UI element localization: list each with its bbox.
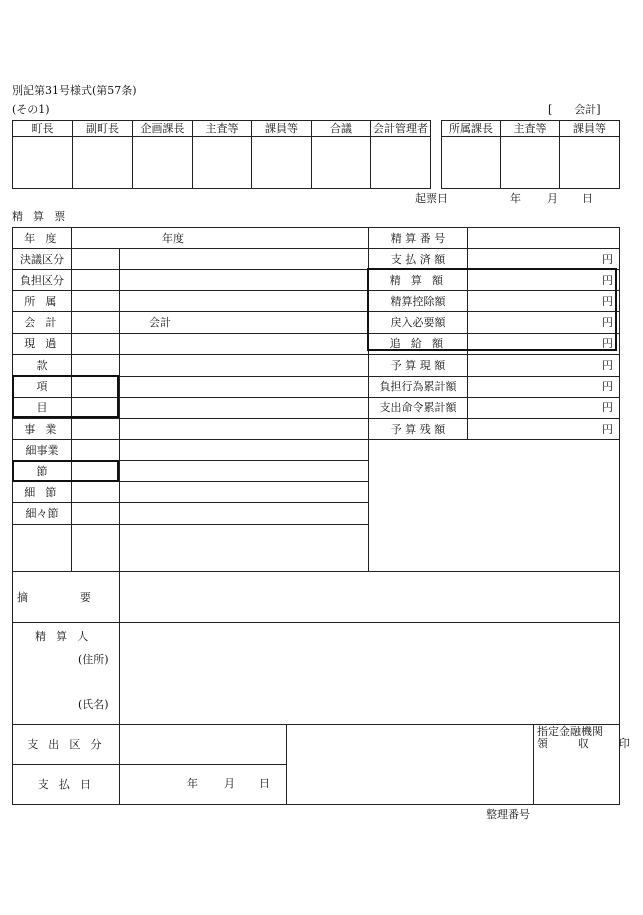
yen-unit: 円	[602, 422, 613, 436]
approval-table-right	[441, 120, 620, 189]
reinyu-label: 戻入必要額	[369, 312, 468, 333]
shishutsu-kubun-value[interactable]	[120, 725, 287, 765]
yen-unit: 円	[602, 380, 613, 394]
ko-value[interactable]	[120, 376, 369, 397]
kihyo-month: 月	[547, 192, 558, 205]
stamp-box-kain-2[interactable]	[560, 137, 620, 189]
seisan-gaku-label: 精 算 額	[369, 270, 468, 291]
stamp-box-fukuchocho[interactable]	[73, 137, 133, 189]
ko-moku-emphasis-box	[12, 375, 119, 418]
seisan-kojo-label: 精算控除額	[369, 291, 468, 312]
futan-koi-label: 負担行為累計額	[369, 376, 468, 397]
yosan-zangaku-label: 予 算 残 額	[369, 419, 468, 440]
shozoku-value[interactable]	[120, 291, 369, 312]
kihyo-label: 起票日	[415, 192, 448, 205]
shiharai-year: 年	[187, 777, 198, 790]
sai-jigyo-code[interactable]	[72, 440, 120, 461]
lower-table	[12, 571, 643, 805]
blank-middle	[287, 725, 534, 805]
shiharai-bi-label: 支 払 日	[13, 765, 120, 805]
sub-title: (その1)	[12, 103, 50, 116]
yen-unit: 円	[602, 252, 613, 266]
shozoku-code[interactable]	[72, 291, 120, 312]
shozoku-label: 所 属	[13, 291, 72, 312]
setsu-emphasis-box	[12, 460, 119, 482]
ketsugi-kubun-code[interactable]	[72, 249, 120, 270]
futan-kubun-code[interactable]	[72, 270, 120, 291]
tekiyo-label	[13, 572, 120, 623]
seiri-bango-label: 整理番号	[486, 808, 530, 821]
extra-code[interactable]	[72, 524, 120, 571]
shiharai-zumi-label: 支 払 済 額	[369, 249, 468, 270]
approval-table-left	[12, 120, 431, 189]
moku-value[interactable]	[120, 397, 369, 418]
ketsugi-kubun-value[interactable]	[120, 249, 369, 270]
shishutsu-meirei-label: 支出命令累計額	[369, 397, 468, 418]
yen-unit: 円	[602, 401, 613, 415]
yen-unit: 円	[602, 315, 613, 329]
approval-header-shusa-2: 主査等	[501, 121, 560, 137]
genka-label: 現 過	[13, 333, 72, 354]
moku-label: 目	[13, 397, 72, 418]
sai-setsu-value[interactable]	[120, 482, 369, 503]
saisai-setsu-value[interactable]	[120, 503, 369, 524]
jigyo-code[interactable]	[72, 419, 120, 440]
yosan-gengaku-amount[interactable]	[468, 354, 620, 376]
bank-stamp-box[interactable]	[534, 725, 643, 805]
yosan-zangaku-amount[interactable]	[468, 419, 620, 440]
yosan-gengaku-label: 予 算 現 額	[369, 354, 468, 376]
stamp-box-aigi[interactable]	[312, 137, 371, 189]
sai-setsu-label: 細 節	[13, 482, 72, 503]
sai-jigyo-label: 細事業	[13, 440, 72, 461]
shiharai-day: 日	[259, 777, 270, 790]
jigyo-value[interactable]	[120, 419, 369, 440]
stamp-box-kaikei-kanrisha[interactable]	[371, 137, 431, 189]
jigyo-label: 事 業	[13, 419, 72, 440]
nendo-suffix: 年度	[162, 231, 184, 245]
stamp-box-chocho[interactable]	[13, 137, 73, 189]
seisannin-name-label: (氏名)	[78, 698, 109, 711]
nendo-value[interactable]	[72, 228, 369, 249]
saisai-setsu-label: 細々節	[13, 503, 72, 524]
futan-kubun-value[interactable]	[120, 270, 369, 291]
sai-jigyo-value[interactable]	[120, 440, 369, 461]
genka-value[interactable]	[120, 333, 369, 354]
kihyo-day: 日	[582, 192, 593, 205]
ko-label: 項	[13, 376, 72, 397]
setsu-value[interactable]	[120, 461, 369, 482]
shiharai-month: 月	[224, 777, 235, 790]
seisannin-label-cell	[13, 623, 120, 725]
futan-kubun-label: 負担区分	[13, 270, 72, 291]
seisannin-value[interactable]	[120, 623, 620, 725]
shiharai-bi-value[interactable]	[120, 765, 287, 805]
kaikei-code[interactable]	[72, 312, 120, 333]
ketsugi-kubun-label: 決議区分	[13, 249, 72, 270]
shishutsu-kubun-label: 支 出 区 分	[13, 725, 120, 765]
kan-value[interactable]	[120, 354, 369, 376]
kaikei-bracket: [ 会計]	[548, 103, 601, 116]
yen-unit: 円	[602, 294, 613, 308]
futan-koi-amount[interactable]	[468, 376, 620, 397]
approval-header-chocho: 町長	[13, 121, 73, 137]
nendo-label: 年 度	[13, 228, 72, 249]
seisannin-address-label: (住所)	[78, 653, 109, 666]
saisai-setsu-code[interactable]	[72, 503, 120, 524]
yen-unit: 円	[602, 358, 613, 372]
ryoshu-label: 領 収 印	[537, 737, 643, 750]
kan-code[interactable]	[72, 354, 120, 376]
kaikei-suffix: 会計	[149, 315, 171, 329]
approval-header-shozoku-kacho: 所属課長	[442, 121, 501, 137]
extra-value[interactable]	[120, 524, 369, 571]
approval-header-kain: 課員等	[252, 121, 312, 137]
blank-area	[369, 440, 620, 572]
kan-label: 款	[13, 354, 72, 376]
sai-setsu-code[interactable]	[72, 482, 120, 503]
yen-unit: 円	[602, 337, 613, 351]
stamp-box-kain[interactable]	[252, 137, 312, 189]
seisan-bango-label: 精 算 番 号	[369, 228, 468, 249]
approval-header-kaikei-kanrisha: 会計管理者	[371, 121, 431, 137]
stamp-box-shozoku-kacho[interactable]	[442, 137, 501, 189]
genka-code[interactable]	[72, 333, 120, 354]
approval-header-fukuchocho: 副町長	[73, 121, 133, 137]
tekiyo-text: 摘 要	[16, 590, 116, 604]
yen-unit: 円	[602, 273, 613, 287]
approval-header-shusa: 主査等	[193, 121, 252, 137]
approval-header-kain-2: 課員等	[560, 121, 620, 137]
seisan-emphasis-box	[367, 268, 617, 351]
setsu-label: 節	[13, 461, 72, 482]
approval-header-kikaku-kacho: 企画課長	[133, 121, 193, 137]
tsuikyu-label: 追 給 額	[369, 333, 468, 354]
seisan-bango-value[interactable]	[468, 228, 620, 249]
approval-header-aigi: 合議	[312, 121, 371, 137]
bank-label: 指定金融機関	[537, 725, 603, 738]
stamp-box-shusa-2[interactable]	[501, 137, 560, 189]
shishutsu-meirei-amount[interactable]	[468, 397, 620, 418]
kaikei-label: 会 計	[13, 312, 72, 333]
kaikei-value[interactable]	[120, 312, 369, 333]
tekiyo-value[interactable]	[120, 572, 620, 623]
kihyo-year: 年	[510, 192, 521, 205]
stamp-box-kikaku-kacho[interactable]	[133, 137, 193, 189]
shiharai-zumi-amount[interactable]	[468, 249, 620, 270]
form-title: 別記第31号様式(第57条)	[12, 84, 137, 97]
document-title: 精 算 票	[12, 210, 69, 223]
extra-label	[13, 524, 72, 571]
stamp-box-shusa[interactable]	[193, 137, 252, 189]
seisannin-label: 精 算 人	[35, 630, 92, 643]
